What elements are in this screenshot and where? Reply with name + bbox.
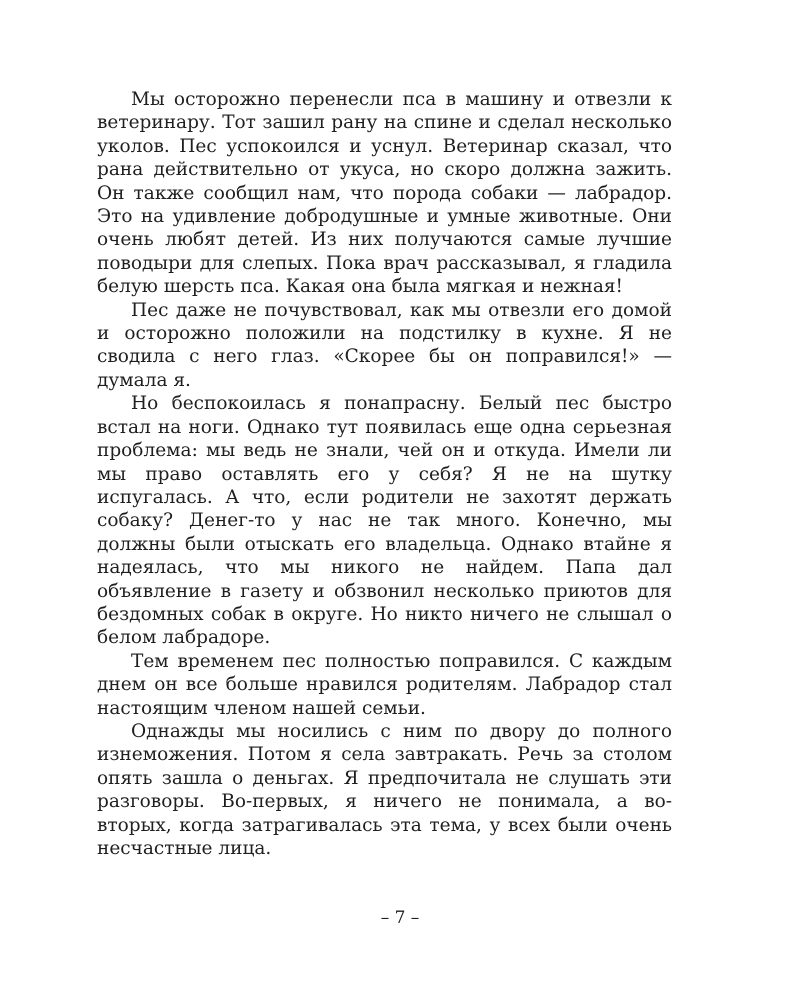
paragraph-5: Однажды мы носились с ним по двору до полного изнеможения. Потом я села завтракать. Речь за столом опять зашла о деньгах. Я предпочитала не слушать эти разговоры. Во-первых, я ничего не понимала, а во-вторых, когда затрагивалась эта тема, у всех были очень несчастные лица. [97, 720, 672, 859]
paragraph-2: Пес даже не почувствовал, как мы отвезли его домой и осторожно положили на подстилку в кухне. Я не сводила с него глаз. «Скорее бы он поправился!» — думала я. [97, 299, 672, 391]
paragraph-1: Мы осторожно перенесли пса в машину и отвезли к ветеринару. Тот зашил рану на спине и сделал несколько уколов. Пес успокоился и уснул. Ветеринар сказал, что рана действительно от укуса, но скоро должна зажить. Он также сообщил нам, что порода собаки — лабрадор. Это на удивление добродушные и умные животные. Они очень любят детей. Из них получаются самые лучшие поводыри для слепых. Пока врач рассказывал, я гладила белую шерсть пса. Какая она была мягкая и нежная! [97, 89, 672, 298]
page-number: – 7 – [380, 908, 420, 928]
paragraph-4: Тем временем пес полностью поправился. С каждым днем он все больше нравился родителям. Лабрадор стал настоящим членом нашей семьи. [97, 650, 672, 719]
body-text [97, 88, 672, 860]
paragraph-3: Но беспокоилась я понапрасну. Белый пес быстро встал на ноги. Однако тут появилась еще одна серьезная проблема: мы ведь не знали, чей он и откуда. Имели ли мы право оставлять его у себя? Я не на шутку испугалась. А что, если родители не захотят держать собаку? Денег-то у нас не так много. Конечно, мы должны были отыскать его владельца. Однако втайне я надеялась, что мы никого не найдем. Папа дал объявление в газету и обзвонил несколько приютов для бездомных собак в округе. Но никто ничего не слышал о белом лабрадоре. [97, 393, 672, 649]
